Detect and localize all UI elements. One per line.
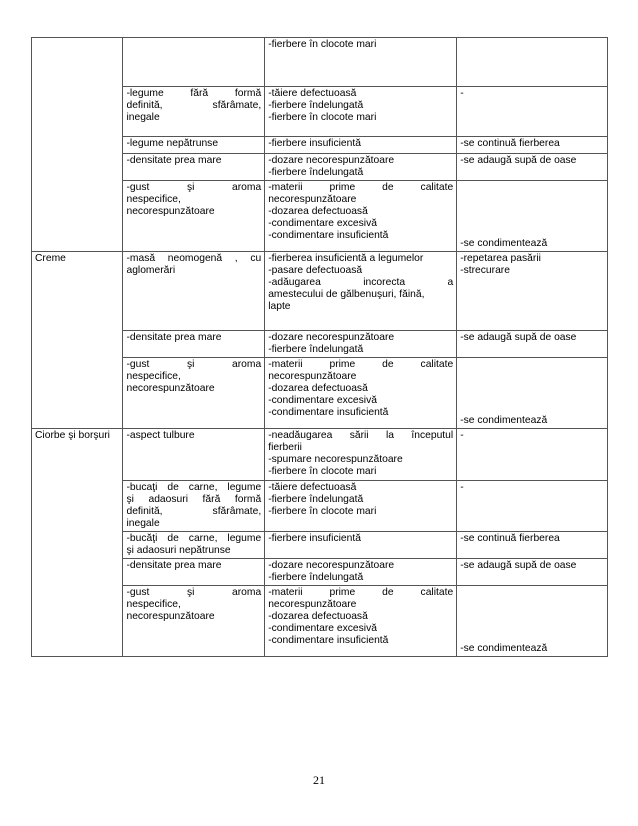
cause-cell: -tăiere defectuoasă -fierbere îndelungată -fierbere în clocote mari [265,481,457,532]
troubleshooting-table [31,37,608,657]
remedy-cell: -se adaugă supă de oase [457,154,608,181]
remedy-cell: -se continuă fierberea [457,532,608,559]
cause-cell: -fierberea insuficientă a legumelor -pasare defectuoasă -adăugarea incorecta a amestecului de gălbenuşuri, făină, lapte [265,252,457,331]
table-row [32,252,608,331]
cause-cell: -neadăugarea sării la începutul fierberii -spumare necorespunzătoare -fierbere în clocote mari [265,429,457,481]
remedy-cell [457,38,608,87]
category-cell: Ciorbe şi borşuri [32,429,123,657]
category-cell [32,38,123,252]
defect-cell: -gust şi aroma nespecifice, necorespunzătoare [123,358,265,429]
cause-cell: -tăiere defectuoasă -fierbere îndelungată -fierbere în clocote mari [265,87,457,137]
remedy-cell: -se continuă fierberea [457,137,608,154]
remedy-cell: -se adaugă supă de oase [457,331,608,358]
cause-cell: -fierbere insuficientă [265,532,457,559]
defect-cell: -legume nepătrunse [123,137,265,154]
remedy-cell: -se condimentează [457,586,608,657]
defect-cell: -legume fără formă definită, sfărâmate, inegale [123,87,265,137]
defect-cell: -densitate prea mare [123,559,265,586]
cause-cell: -dozare necorespunzătoare -fierbere îndelungată [265,559,457,586]
cause-cell: -materii prime de calitate necorespunzătoare -dozarea defectuoasă -condimentare excesivă -condimentare insuficientă [265,586,457,657]
remedy-cell: - [457,481,608,532]
table-row [32,429,608,481]
remedy-cell: -se adaugă supă de oase [457,559,608,586]
cause-cell: -materii prime de calitate necorespunzătoare -dozarea defectuoasă -condimentare excesivă -condimentare insuficientă [265,358,457,429]
defect-cell: -gust şi aroma nespecifice, necorespunzătoare [123,181,265,252]
defect-cell: -bucăţi de carne, legume şi adaosuri nepătrunse [123,532,265,559]
defect-cell: -gust şi aroma nespecifice, necorespunzătoare [123,586,265,657]
defect-cell [123,38,265,87]
defect-cell: -densitate prea mare [123,154,265,181]
cause-cell: -dozare necorespunzătoare -fierbere îndelungată [265,154,457,181]
remedy-cell: -repetarea pasării -strecurare [457,252,608,331]
category-cell: Creme [32,252,123,429]
cause-cell: -fierbere insuficientă [265,137,457,154]
table-row [32,38,608,87]
defect-cell: -densitate prea mare [123,331,265,358]
page-number: 21 [313,773,325,787]
defect-cell: -aspect tulbure [123,429,265,481]
cause-cell: -fierbere în clocote mari [265,38,457,87]
defect-cell: -bucaţi de carne, legume şi adaosuri fără formă definită, sfărâmate, inegale [123,481,265,532]
remedy-cell: -se condimentează [457,181,608,252]
remedy-cell: - [457,87,608,137]
remedy-cell: -se condimentează [457,358,608,429]
cause-cell: -materii prime de calitate necorespunzătoare -dozarea defectuoasă -condimentare excesivă -condimentare insuficientă [265,181,457,252]
remedy-cell: - [457,429,608,481]
cause-cell: -dozare necorespunzătoare -fierbere îndelungată [265,331,457,358]
defect-cell: -masă neomogenă , cu aglomerări [123,252,265,331]
